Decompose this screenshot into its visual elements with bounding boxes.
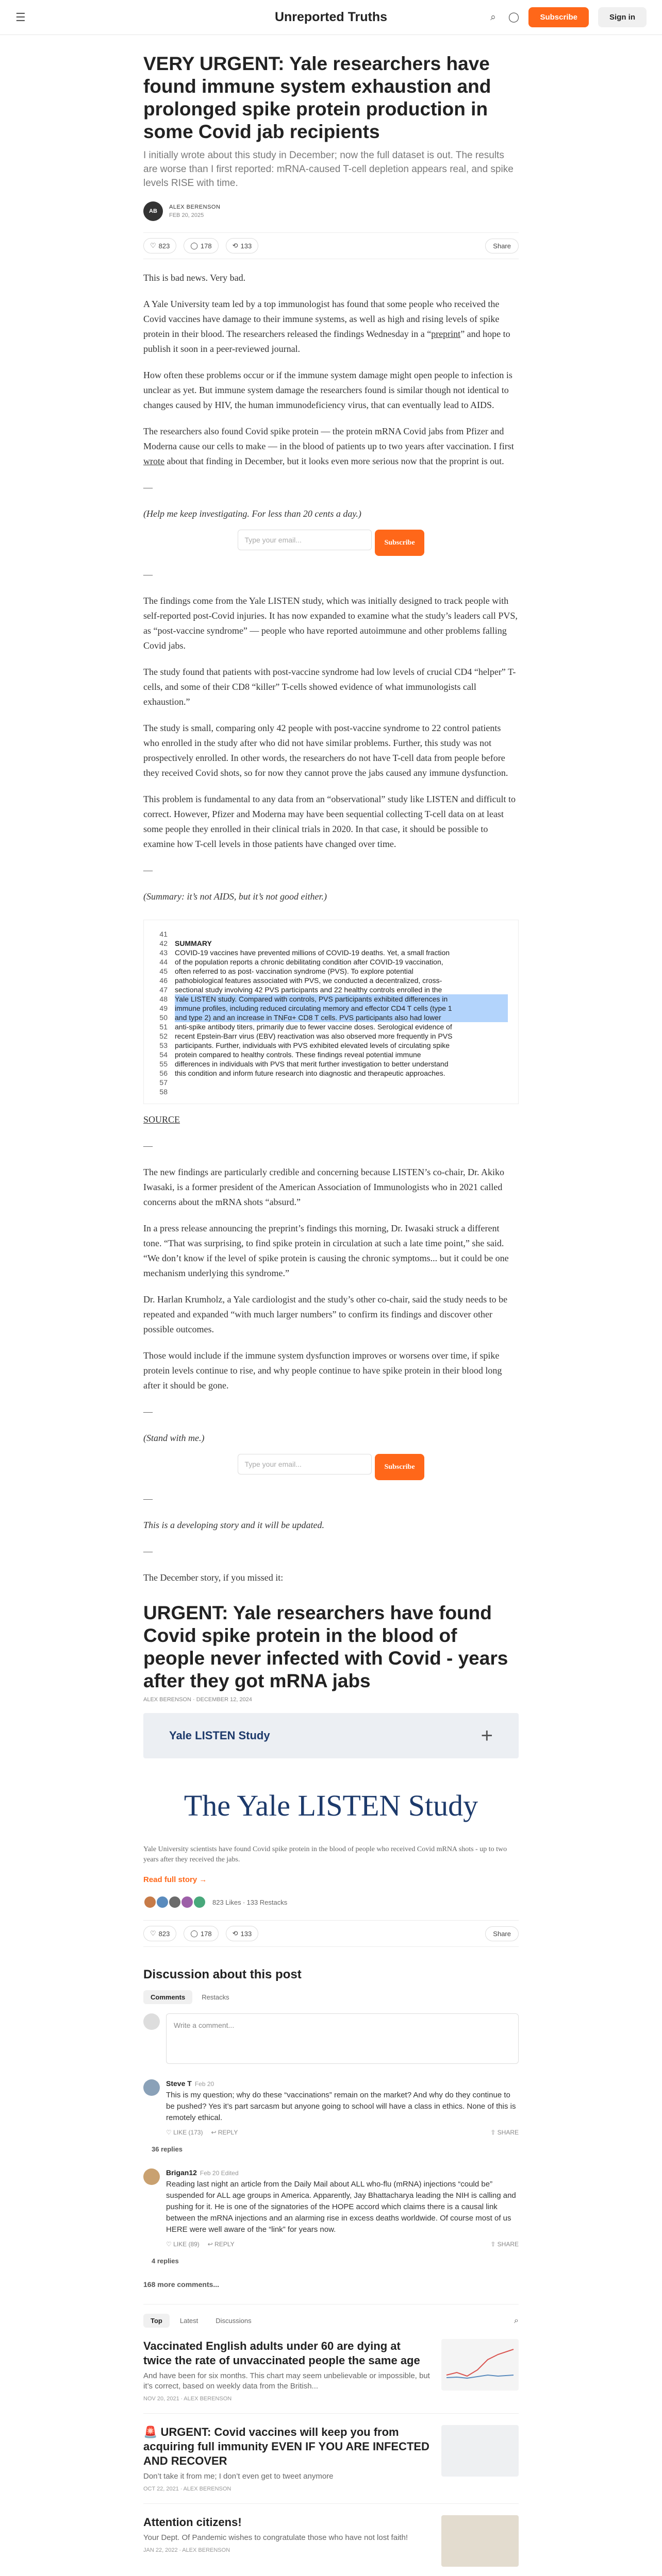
doc-line: [154, 994, 508, 1004]
line-text: of the population reports a chronic debilitating condition after COVID-19 vaccination,: [175, 958, 443, 966]
comment-button[interactable]: [184, 1926, 218, 1941]
discussion-tabs: [143, 1990, 519, 2004]
posts-tabs: [143, 2314, 519, 2328]
restack-icon: ⟲: [232, 242, 238, 249]
discussion-heading: Discussion about this post: [143, 1968, 302, 1981]
line-number: 56: [159, 1069, 168, 1077]
post-thumbnail[interactable]: [441, 2425, 519, 2477]
doc-line: [154, 1078, 508, 1087]
help-note: [143, 506, 519, 521]
line-number: 42: [159, 939, 168, 947]
line-text: COVID-19 vaccines have prevented millions of COVID-19 deaths. Yet, a small fraction: [175, 948, 450, 957]
restack-button[interactable]: [226, 238, 259, 253]
post-item-meta: NOV 20, 2021 ∙ ALEX BERENSON: [143, 2396, 232, 2402]
line-number: 52: [159, 1032, 168, 1040]
doc-line: [154, 939, 508, 948]
comment-header: [166, 2079, 519, 2088]
paragraph: How often these problems occur or if the immune system damage might open people to infection is unclear as yet. But immune system damage the researchers found is similar though not identical to changes caused by HIV, the human immunodeficiency virus, that can eventually lead to AIDS.: [143, 370, 512, 410]
commenter-avatar[interactable]: [143, 2168, 160, 2185]
email-input[interactable]: Type your email...: [238, 1454, 372, 1475]
comment-count: 178: [200, 242, 212, 250]
paragraph: The study is small, comparing only 42 people with post-vaccine syndrome to 22 control patients who enrolled in the study after who did not have similar problems. Further, this study was not prospectively enrolled. In other words, the researchers do not have T-cell data from people before they received Covid shots, so for now they cannot prove the jabs caused any immune dysfunction.: [143, 723, 508, 778]
line-text: differences in individuals with PVS that merit further investigation to better understand: [175, 1060, 449, 1068]
more-comments-link[interactable]: 168 more comments...: [143, 2280, 220, 2289]
preprint-link[interactable]: preprint: [431, 329, 461, 339]
post-item-title[interactable]: Vaccinated English adults under 60 are dying at twice the rate of unvaccinated people the same age: [143, 2340, 420, 2367]
line-text: Yale LISTEN study. Compared with controls, PVS participants exhibited differences in: [175, 994, 508, 1004]
line-text: anti-spike antibody titers, primarily due to fewer vaccine doses. Serological evidence of: [175, 1023, 452, 1031]
line-text: [175, 929, 508, 939]
preprint-summary-image[interactable]: [143, 920, 519, 1104]
comment: [143, 2079, 519, 2136]
replies-toggle[interactable]: 4 replies: [152, 2257, 179, 2265]
doc-line: [154, 948, 508, 957]
read-full-story-link[interactable]: Read full story →: [143, 1875, 207, 1884]
line-text: immune profiles, including reduced circulating memory and effector CD4 T cells (type 1: [175, 1004, 508, 1013]
tab-discussions[interactable]: Discussions: [216, 2317, 252, 2325]
subscribe-form: [143, 530, 519, 556]
liker-avatar: [168, 1895, 181, 1909]
post-item[interactable]: [143, 2504, 519, 2576]
text: This is a developing story and it will be updated.: [143, 1520, 324, 1530]
comment-share-button[interactable]: ⇧ SHARE: [490, 2241, 519, 2248]
line-text: and type 2) and an increase in TNFα+ CD8 T cells. PVS participants also had lower: [175, 1013, 508, 1022]
text: about that finding in December, but it looks even more serious now that the proprint is out.: [164, 456, 504, 466]
like-count: 823: [158, 242, 170, 250]
line-number: 53: [159, 1041, 168, 1049]
post-actions-bottom: [143, 1920, 519, 1947]
line-text: this condition and inform future research into diagnostic and therapeutic approaches.: [175, 1069, 445, 1077]
comment-reply-button[interactable]: ↩ REPLY: [207, 2241, 235, 2248]
december-intro: The December story, if you missed it:: [143, 1572, 284, 1583]
related-post-byline: ALEX BERENSON · DECEMBER 12, 2024: [143, 1697, 252, 1703]
line-text: protein compared to healthy controls. These findings reveal potential immune: [175, 1050, 421, 1059]
doc-line: [154, 1013, 508, 1022]
heart-icon: ♡: [150, 242, 156, 249]
tab-top[interactable]: Top: [143, 2314, 170, 2328]
top-bar: [0, 0, 662, 35]
paragraph: This is bad news. Very bad.: [143, 273, 246, 283]
divider: —: [143, 482, 153, 493]
doc-line: [154, 929, 508, 939]
menu-icon[interactable]: ☰: [15, 10, 26, 24]
post-thumbnail[interactable]: [441, 2515, 519, 2567]
commenter-name[interactable]: Brigan12: [166, 2168, 197, 2177]
email-input[interactable]: Type your email...: [238, 530, 372, 550]
post-item[interactable]: [143, 2414, 519, 2504]
restack-count: 133: [240, 242, 252, 250]
paragraph: The study found that patients with post-vaccine syndrome had low levels of crucial CD4 “helper” T-cells, and some of their CD8 “killer” T-cells showed evidence of what immunologists call exhaustion.”: [143, 667, 516, 707]
sign-in-button[interactable]: Sign in: [598, 7, 647, 27]
paragraph: [143, 297, 519, 357]
line-number: 54: [159, 1050, 168, 1059]
doc-line: [154, 1041, 508, 1050]
comment-date: Feb 20 Edited: [200, 2170, 239, 2177]
post-item-meta: OCT 22, 2021 ∙ ALEX BERENSON: [143, 2486, 231, 2492]
publication-name[interactable]: Unreported Truths: [274, 10, 388, 24]
tab-latest[interactable]: Latest: [179, 2317, 198, 2325]
line-number: 50: [159, 1013, 168, 1022]
line-text: [175, 1078, 508, 1087]
stand-note: [143, 1431, 519, 1446]
search-icon[interactable]: ⌕: [490, 11, 496, 23]
replies-toggle[interactable]: 36 replies: [152, 2145, 183, 2153]
comment: [143, 2168, 519, 2248]
post-actions: [143, 232, 519, 259]
text: (Help me keep investigating. For less than 20 cents a day.): [143, 509, 361, 519]
text: A Yale University team led by a top immunologist has found that some people who received the Covid vaccines have damage to their immune systems, as well as high and rising levels of spike protein in their blood. The researchers released the findings Wednesday in a “: [143, 299, 500, 339]
paragraph: Dr. Harlan Krumholz, a Yale cardiologist and the study’s other co-chair, said the study needs to be repeated and expanded “with much larger numbers” to confirm its findings and discover other possible outcomes.: [143, 1294, 508, 1334]
subscribe-button[interactable]: Subscribe: [375, 530, 424, 556]
related-caption: Yale University scientists have found Covid spike protein in the blood of people who received Covid mRNA shots - up to two years after they received the jabs.: [143, 1845, 507, 1863]
post-item-subtitle: Your Dept. Of Pandemic wishes to congratulate those who have not lost faith!: [143, 2533, 408, 2542]
post-item-title[interactable]: Attention citizens!: [143, 2516, 242, 2529]
byline: [143, 201, 519, 221]
divider: —: [143, 1546, 153, 1556]
paragraph: Those would include if the immune system dysfunction improves or worsens over time, if spike protein levels continue to rise, and why people continue to have spike protein in their blood long after it should be gone.: [143, 1350, 502, 1391]
line-text: pathobiological features associated with PVS, we conducted a decentralized, cross-: [175, 976, 442, 985]
paragraph: This problem is fundamental to any data from an “observational” study like LISTEN and difficult to correct. However, Pfizer and Moderna may have been sequential collecting T-cell data on at least some people they enrolled in their clinical trials in 2020. In that case, it should be possible to examine how T-cell levels in those patients have changed over time.: [143, 794, 516, 849]
like-button[interactable]: [143, 1926, 176, 1941]
post-subtitle: I initially wrote about this study in December; now the full dataset is out. The results are worse than I first reported: mRNA-caused T-cell depletion appears real, and spike levels RISE with time.: [143, 150, 514, 189]
post-item[interactable]: [143, 2328, 519, 2414]
divider: —: [143, 569, 153, 580]
doc-line: [154, 1004, 508, 1013]
share-button[interactable]: Share: [485, 1926, 519, 1941]
comment-icon: ◯: [190, 242, 198, 249]
heart-icon: ♡: [150, 1929, 156, 1937]
comment-button[interactable]: [184, 238, 218, 253]
line-number: 48: [159, 995, 168, 1003]
text: (Summary: it’s not AIDS, but it’s not good either.): [143, 891, 327, 902]
post-item-title[interactable]: 🚨 URGENT: Covid vaccines will keep you from acquiring full immunity EVEN IF YOU ARE INFECTED AND RECOVER: [143, 2426, 429, 2467]
comment-date: Feb 20: [194, 2080, 214, 2088]
tab-comments[interactable]: Comments: [143, 1990, 192, 2004]
paragraph: The findings come from the Yale LISTEN study, which was initially designed to track people with self-reported post-Covid injuries. It has now expanded to examine what the study’s leaders call PVS, as “post-vaccine syndrome” — people who have reported autoimmune and other problems falling Covid jabs.: [143, 596, 518, 651]
comment-header: [166, 2168, 519, 2177]
tab-restacks[interactable]: Restacks: [202, 1993, 229, 2001]
paragraph: The new findings are particularly credible and concerning because LISTEN’s co-chair, Dr. Akiko Iwasaki, is a former president of the American Association of Immunologists who in 2021 called concerns about the mRNA shots “absurd.”: [143, 1167, 505, 1207]
paragraph: [143, 424, 519, 469]
liker-avatar: [156, 1895, 169, 1909]
comment-share-button[interactable]: ⇧ SHARE: [490, 2129, 519, 2136]
line-number: 58: [159, 1088, 168, 1096]
doc-line: [154, 957, 508, 967]
header-actions: [487, 7, 647, 27]
doc-line: [154, 985, 508, 994]
likers-row[interactable]: [143, 1895, 519, 1909]
post-item-subtitle: Don’t take it from me; I don’t even get to tweet anymore: [143, 2472, 334, 2481]
embed-title: Yale LISTEN Study: [169, 1729, 270, 1742]
liker-avatar: [193, 1895, 206, 1909]
author-name[interactable]: ALEX BERENSON: [169, 204, 221, 210]
text: (Stand with me.): [143, 1433, 205, 1443]
article-column: [143, 53, 519, 2576]
subscribe-form: [143, 1454, 519, 1480]
doc-line: [154, 1059, 508, 1069]
post-title: VERY URGENT: Yale researchers have found immune system exhaustion and prolonged spike protein production in some Covid jab recipients: [143, 53, 491, 142]
search-icon[interactable]: ⌕: [514, 2316, 519, 2325]
commenter-name[interactable]: Steve T: [166, 2079, 192, 2088]
doc-line: [154, 1069, 508, 1078]
liker-avatar: [143, 1895, 157, 1909]
like-button[interactable]: [143, 238, 176, 253]
comment-actions: [166, 2241, 519, 2248]
comment-input[interactable]: Write a comment...: [166, 2013, 519, 2064]
related-post-title[interactable]: URGENT: Yale researchers have found Covid spike protein in the blood of people never infected with Covid - years after they got mRNA jabs: [143, 1602, 508, 1691]
subscribe-button[interactable]: Subscribe: [528, 7, 589, 27]
doc-line: [154, 976, 508, 985]
comment-like-button[interactable]: ♡ LIKE (173): [166, 2129, 203, 2136]
doc-line: [154, 1087, 508, 1096]
listen-study-embed[interactable]: [143, 1713, 519, 1758]
line-number: 55: [159, 1060, 168, 1068]
line-number: 49: [159, 1004, 168, 1012]
line-number: 57: [159, 1078, 168, 1087]
line-text: [175, 1087, 508, 1096]
comment-text: This is my question; why do these “vaccinations” remain on the market? And why do they continue to be pushed? Yes it’s part sarcasm but anyone going to school will have a class in ethics. None of this is remotely ethical.: [166, 2091, 516, 2122]
divider: —: [143, 1494, 153, 1504]
developing-note: [143, 1518, 519, 1533]
author-avatar[interactable]: AB: [143, 201, 163, 221]
line-text: often referred to as post- vaccination syndrome (PVS). To explore potential: [175, 967, 413, 975]
paragraph: In a press release announcing the preprint’s findings this morning, Dr. Iwasaki struck a different tone. “That was surprising, to find spike protein in circulation at such a late time point,” she said. “We don’t know if the level of spike protein is causing the chronic symptoms... but it could be one mechanism underlying this syndrome.”: [143, 1223, 509, 1278]
line-text: SUMMARY: [175, 939, 212, 947]
post-date: FEB 20, 2025: [169, 212, 204, 218]
comment-composer: [143, 2013, 519, 2064]
wrote-link[interactable]: wrote: [143, 456, 164, 466]
line-number: 41: [159, 930, 168, 938]
liker-avatar: [180, 1895, 194, 1909]
restack-count: 133: [240, 1929, 252, 1938]
text: ” and hope to publish it soon in a peer-reviewed journal.: [143, 329, 510, 354]
divider: —: [143, 1406, 153, 1417]
line-number: 51: [159, 1023, 168, 1031]
line-number: 47: [159, 986, 168, 994]
source-link[interactable]: SOURCE: [143, 1114, 180, 1125]
expand-icon[interactable]: +: [481, 1724, 493, 1747]
comment-actions: [166, 2129, 519, 2136]
post-thumbnail-chart[interactable]: [441, 2339, 519, 2391]
doc-line: [154, 1050, 508, 1059]
line-text: recent Epstein-Barr virus (EBV) reactivation was also observed more frequently in PVS: [175, 1032, 453, 1040]
restack-icon: ⟲: [232, 1929, 238, 1937]
line-text: participants. Further, individuals with PVS exhibited elevated levels of circulating spike: [175, 1041, 450, 1049]
summary-note: [143, 889, 519, 904]
comment-count: 178: [200, 1929, 212, 1938]
doc-line: [154, 967, 508, 976]
commenter-avatar[interactable]: [143, 2079, 160, 2096]
line-text: sectional study involving 42 PVS participants and 22 healthy controls enrolled in the: [175, 986, 442, 994]
divider: —: [143, 865, 153, 875]
line-number: 46: [159, 976, 168, 985]
text: The researchers also found Covid spike protein — the protein mRNA Covid jabs from Pfizer and Moderna cause our cells to make — in the blood of patients up to two years after vaccination. I first: [143, 426, 514, 451]
comment-text: Reading last night an article from the Daily Mail about ALL who-flu (mRNA) injections “could be” suspended for ALL age groups in America. Apparently, Jay Bhattacharya leading the NIH is calling and pushing for it. He is one of the signatories of the HOPE accord which claims there is a causal link between the mRNA injections and an alarming rise in excess deaths worldwide. Of course most of us HERE were well aware of the “link” for years now.: [166, 2180, 516, 2234]
subscribe-button[interactable]: Subscribe: [375, 1454, 424, 1480]
thumbnail-chart-icon: [441, 2339, 519, 2391]
user-avatar: [143, 2013, 160, 2030]
restack-button[interactable]: [226, 1926, 259, 1941]
share-button[interactable]: Share: [485, 239, 519, 253]
doc-line: [154, 1031, 508, 1041]
comment-icon: ◯: [190, 1929, 198, 1937]
line-number: 45: [159, 967, 168, 975]
divider: —: [143, 1141, 153, 1151]
profile-icon[interactable]: ◯: [508, 12, 520, 23]
post-item-subtitle: And have been for six months. This chart may seem unbelievable or impossible, but it’s correct, based on weekly data from the British...: [143, 2371, 430, 2391]
post-body: [143, 270, 519, 1585]
likes-text: 823 Likes ∙ 133 Restacks: [212, 1898, 288, 1906]
comment-like-button[interactable]: ♡ LIKE (89): [166, 2241, 200, 2248]
line-number: 43: [159, 948, 168, 957]
comment-reply-button[interactable]: ↩ REPLY: [211, 2129, 238, 2136]
like-count: 823: [158, 1929, 170, 1938]
post-item-meta: JAN 22, 2022 ∙ ALEX BERENSON: [143, 2547, 230, 2553]
doc-line: [154, 1022, 508, 1031]
listen-study-heading: The Yale LISTEN Study: [184, 1789, 478, 1822]
line-number: 44: [159, 958, 168, 966]
